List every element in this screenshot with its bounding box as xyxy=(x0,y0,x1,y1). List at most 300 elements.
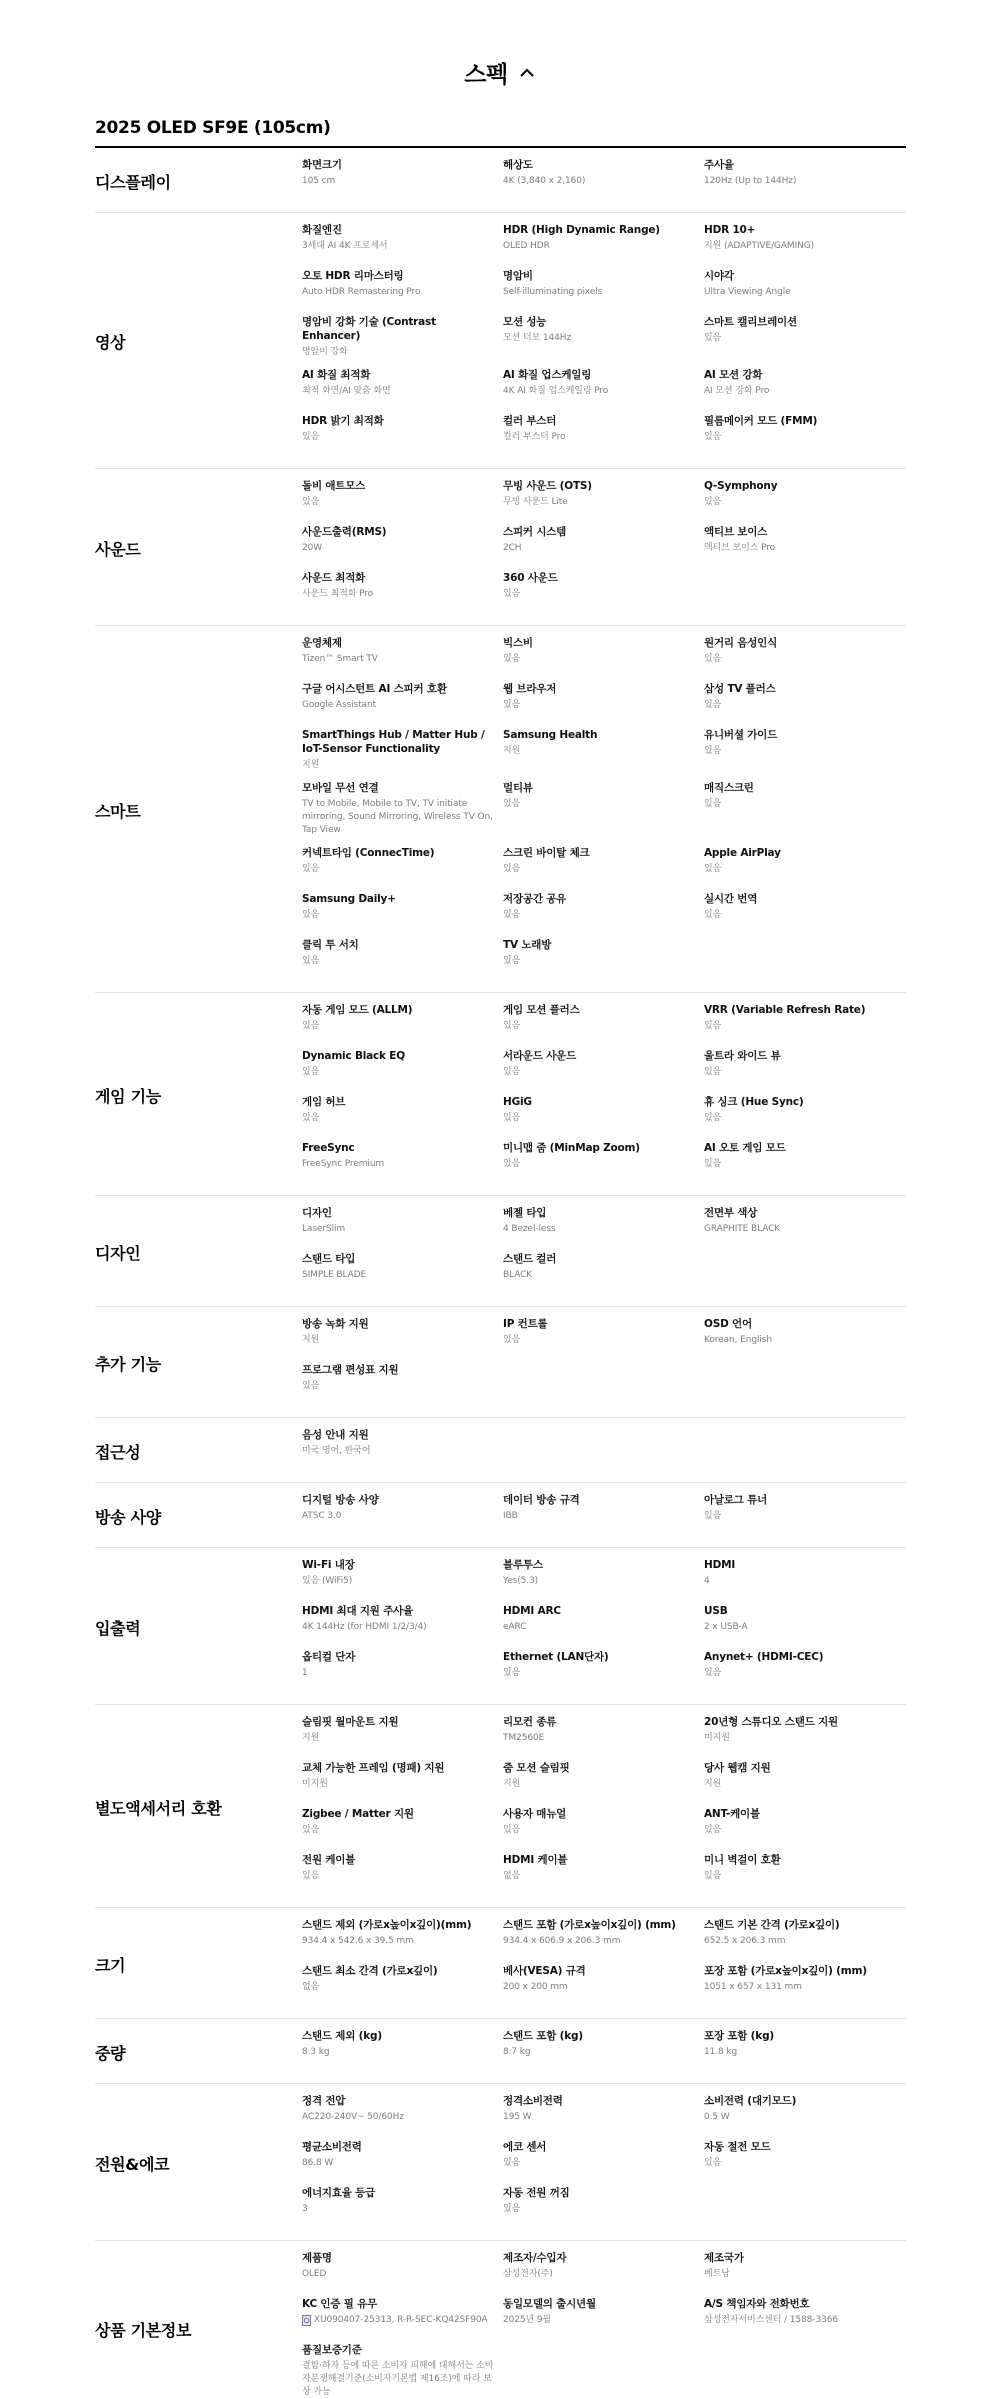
spec-grid xyxy=(302,223,906,460)
spec-value: 미지원 xyxy=(704,1733,730,1743)
spec-value: 있음 xyxy=(302,910,320,920)
spec-grid xyxy=(302,1918,906,2010)
spec-value: 미지원 xyxy=(302,1779,328,1789)
spec-label: Samsung Health xyxy=(503,729,598,741)
spec-section xyxy=(95,1548,906,1705)
spec-label: FreeSync xyxy=(302,1142,355,1154)
spec-label: 스탠드 제외 (가로x높이x깊이)(mm) xyxy=(302,1919,472,1931)
spec-section xyxy=(95,1483,906,1548)
spec-item xyxy=(503,892,704,938)
spec-label: 제조자/수입자 xyxy=(503,2252,567,2264)
spec-item xyxy=(704,781,906,846)
spec-header xyxy=(0,0,1000,118)
spec-item xyxy=(503,1650,704,1696)
section-name: 추가 기능 xyxy=(95,1354,161,1374)
spec-item xyxy=(704,479,906,525)
spec-item xyxy=(302,2094,503,2140)
spec-item xyxy=(503,1141,704,1187)
spec-label: 베젤 타입 xyxy=(503,1207,547,1219)
spec-value: 있음 xyxy=(704,2158,722,2168)
spec-item xyxy=(503,1206,704,1252)
spec-label: IP 컨트롤 xyxy=(503,1318,548,1330)
spec-label: Samsung Daily+ xyxy=(302,893,396,905)
spec-item xyxy=(302,1206,503,1252)
spec-value: 있음 xyxy=(704,432,722,442)
spec-value: Yes(5.3) xyxy=(503,1576,539,1586)
spec-item xyxy=(302,158,503,204)
spec-label: 실시간 번역 xyxy=(704,893,758,905)
spec-value: Tizen™ Smart TV xyxy=(302,654,378,664)
spec-item xyxy=(503,728,704,781)
spec-label: 클릭 투 서치 xyxy=(302,939,359,951)
spec-item xyxy=(704,315,906,368)
spec-value: 없음 xyxy=(302,1982,320,1992)
spec-grid xyxy=(302,1715,906,1899)
spec-item xyxy=(503,315,704,368)
spec-item xyxy=(704,1807,906,1853)
spec-label: 전원 케이블 xyxy=(302,1854,356,1866)
spec-item xyxy=(503,269,704,315)
spec-item xyxy=(704,1853,906,1899)
spec-label: TV 노래방 xyxy=(503,939,552,951)
spec-value: 4 Bezel-less xyxy=(503,1224,556,1234)
spec-value: OLED HDR xyxy=(503,241,550,251)
spec-item xyxy=(704,368,906,414)
spec-label: HDR (High Dynamic Range) xyxy=(503,224,660,236)
spec-label: 휴 싱크 (Hue Sync) xyxy=(704,1096,804,1108)
spec-value: 있음 xyxy=(503,1021,521,1031)
spec-label: 스탠드 기본 간격 (가로x깊이) xyxy=(704,1919,840,1931)
spec-value: 없음 xyxy=(503,1871,521,1881)
spec-value: 있음 xyxy=(302,1381,320,1391)
spec-value: 결함·하자 등에 따른 소비자 피해에 대해서는 소비자분쟁해결기준(소비자기본법 제16조)에 따라 보상 가능 xyxy=(302,2361,494,2397)
spec-item xyxy=(704,892,906,938)
spec-item xyxy=(704,636,906,682)
spec-item xyxy=(302,1049,503,1095)
section-name: 사운드 xyxy=(95,539,141,559)
spec-item xyxy=(704,2251,906,2297)
spec-item xyxy=(704,223,906,269)
spec-value: Auto HDR Remastering Pro xyxy=(302,287,421,297)
spec-value: 지원 xyxy=(503,746,521,756)
spec-value: 8.7 kg xyxy=(503,2047,531,2057)
spec-value: 있음 xyxy=(704,333,722,343)
spec-item xyxy=(503,1095,704,1141)
spec-value: 105 cm xyxy=(302,176,336,186)
spec-label: AI 화질 업스케일링 xyxy=(503,369,592,381)
spec-label: 해상도 xyxy=(503,159,533,171)
spec-label: Ethernet (LAN단자) xyxy=(503,1651,609,1663)
spec-value: 모션 터보 144Hz xyxy=(503,333,572,343)
spec-item xyxy=(503,1604,704,1650)
spec-label: 360 사운드 xyxy=(503,572,558,584)
spec-value: 사운드 최적화 Pro xyxy=(302,589,374,599)
spec-grid xyxy=(302,1558,906,1696)
spec-label: HDR 밝기 최적화 xyxy=(302,415,384,427)
spec-value: Self-illuminating pixels xyxy=(503,287,603,297)
spec-value: 있음 xyxy=(704,654,722,664)
spec-grid xyxy=(302,1493,906,1539)
spec-label: 옵티컬 단자 xyxy=(302,1651,356,1663)
spec-item xyxy=(704,1650,906,1696)
spec-value: 934.4 x 542.6 x 39.5 mm xyxy=(302,1936,414,1946)
spec-label: 미니맵 줌 (MinMap Zoom) xyxy=(503,1142,640,1154)
spec-value: 있음 xyxy=(302,864,320,874)
spec-item xyxy=(704,525,906,571)
spec-item xyxy=(302,1807,503,1853)
spec-grid xyxy=(302,1317,906,1409)
spec-item xyxy=(302,2251,503,2297)
spec-label: 액티브 보이스 xyxy=(704,526,768,538)
spec-item xyxy=(302,728,503,781)
spec-label: 리모컨 종류 xyxy=(503,1716,557,1728)
spec-label: 스탠드 최소 간격 (가로x깊이) xyxy=(302,1965,438,1977)
spec-label: Q-Symphony xyxy=(704,480,778,492)
kc-cert-icon xyxy=(302,2315,311,2326)
spec-value-row xyxy=(302,2314,495,2327)
spec-value: 무빙 사운드 Lite xyxy=(503,497,568,507)
spec-item xyxy=(302,479,503,525)
spec-label: 빅스비 xyxy=(503,637,533,649)
spec-label: 줌 모션 슬림핏 xyxy=(503,1762,570,1774)
spec-item xyxy=(302,1853,503,1899)
spec-item xyxy=(503,1317,704,1363)
spec-value: 4 xyxy=(704,1576,710,1586)
spec-label: 당사 웹캠 지원 xyxy=(704,1762,771,1774)
spec-label: USB xyxy=(704,1605,728,1617)
spec-item xyxy=(704,2140,906,2186)
spec-value: 4K 144Hz (for HDMI 1/2/3/4) xyxy=(302,1622,427,1632)
spec-label: 화면크기 xyxy=(302,159,342,171)
spec-label: HDR 10+ xyxy=(704,224,756,236)
spec-label: 소비전력 (대기모드) xyxy=(704,2095,797,2107)
chevron-up-icon xyxy=(518,67,536,79)
spec-label: 스탠드 포함 (kg) xyxy=(503,2030,583,2042)
spec-item xyxy=(704,158,906,204)
spec-item xyxy=(704,269,906,315)
spec-value: TV to Mobile, Mobile to TV, TV initiate mirroring, Sound Mirroring, Wireless TV On, Tap View xyxy=(302,799,493,835)
spec-item xyxy=(302,315,503,368)
spec-item xyxy=(302,1715,503,1761)
spec-grid xyxy=(302,2251,906,2399)
spec-value: 934.4 x 606.9 x 206.3 mm xyxy=(503,1936,621,1946)
spec-label: 멀티뷰 xyxy=(503,782,533,794)
spec-label: 스탠드 컬러 xyxy=(503,1253,557,1265)
spec-value: 있음 xyxy=(503,700,521,710)
section-name: 상품 기본정보 xyxy=(95,2321,192,2340)
spec-item xyxy=(302,2343,503,2399)
spec-item xyxy=(503,1761,704,1807)
spec-value: BLACK xyxy=(503,1270,533,1280)
spec-value: 있음 xyxy=(704,497,722,507)
spec-value: 미국 영어, 한국어 xyxy=(302,1446,371,1456)
spec-item xyxy=(302,2029,503,2075)
spec-grid xyxy=(302,2029,906,2075)
spec-value: Ultra Viewing Angle xyxy=(704,287,791,297)
spec-item xyxy=(503,1853,704,1899)
spec-item xyxy=(503,636,704,682)
spec-label: ANT-케이블 xyxy=(704,1808,760,1820)
spec-item xyxy=(503,2094,704,2140)
spec-label: 에너지효율 등급 xyxy=(302,2187,376,2199)
spec-value: 있음 xyxy=(704,746,722,756)
spec-label: Dynamic Black EQ xyxy=(302,1050,405,1062)
spec-label: Anynet+ (HDMI-CEC) xyxy=(704,1651,824,1663)
spec-item xyxy=(503,2297,704,2343)
spec-label: 저장공간 공유 xyxy=(503,893,567,905)
spec-item xyxy=(704,1604,906,1650)
spec-section xyxy=(95,993,906,1196)
spec-toggle-button[interactable] xyxy=(464,56,535,89)
spec-value: 있음 xyxy=(704,1067,722,1077)
spec-value: 4K AI 화질 업스케일링 Pro xyxy=(503,386,609,396)
spec-label: 커넥트타임 (ConnecTime) xyxy=(302,847,435,859)
spec-value: 있음 xyxy=(503,589,521,599)
spec-value: 있음 (WiFi5) xyxy=(302,1576,353,1586)
spec-item xyxy=(302,1095,503,1141)
spec-section xyxy=(95,626,906,993)
spec-label: 정격 전압 xyxy=(302,2095,346,2107)
section-name: 접근성 xyxy=(95,1442,141,1462)
spec-label: HGiG xyxy=(503,1096,532,1108)
spec-label: 스탠드 제외 (kg) xyxy=(302,2030,382,2042)
spec-label: 유니버셜 가이드 xyxy=(704,729,778,741)
spec-item xyxy=(503,938,704,984)
spec-value: AC220-240V~ 50/60Hz xyxy=(302,2112,404,2122)
spec-value: 2025년 9월 xyxy=(503,2315,552,2325)
spec-label: 20년형 스튜디오 스탠드 지원 xyxy=(704,1716,838,1728)
spec-label: 명암비 xyxy=(503,270,533,282)
spec-item xyxy=(302,682,503,728)
spec-label: 명암비 강화 기술 (Contrast Enhancer) xyxy=(302,316,436,342)
spec-value: 20W xyxy=(302,543,323,553)
spec-value: 있음 xyxy=(704,1668,722,1678)
spec-item xyxy=(302,1363,503,1409)
spec-item xyxy=(302,2297,503,2343)
spec-label: 삼성 TV 플러스 xyxy=(704,683,776,695)
spec-label: 제조국가 xyxy=(704,2252,744,2264)
spec-section xyxy=(95,469,906,626)
spec-value: 0.5 W xyxy=(704,2112,730,2122)
spec-item xyxy=(503,1964,704,2010)
spec-item xyxy=(704,1095,906,1141)
spec-label: 운영체제 xyxy=(302,637,342,649)
spec-value: LaserSlim xyxy=(302,1224,346,1234)
spec-value: TM2560E xyxy=(503,1733,545,1743)
spec-section xyxy=(95,1196,906,1307)
spec-value: 있음 xyxy=(302,497,320,507)
spec-item xyxy=(302,1918,503,1964)
spec-item xyxy=(503,223,704,269)
spec-item xyxy=(302,1141,503,1187)
spec-value: 베트남 xyxy=(704,2269,730,2279)
spec-label: 사용자 매뉴얼 xyxy=(503,1808,567,1820)
spec-item xyxy=(704,2029,906,2075)
section-name: 방송 사양 xyxy=(95,1507,161,1527)
spec-value: 1051 x 657 x 131 mm xyxy=(704,1982,802,1992)
spec-value: 있음 xyxy=(302,1871,320,1881)
spec-item xyxy=(704,682,906,728)
spec-item xyxy=(704,1558,906,1604)
spec-item xyxy=(704,1141,906,1187)
spec-label: AI 오토 게임 모드 xyxy=(704,1142,786,1154)
spec-label: Zigbee / Matter 지원 xyxy=(302,1808,414,1820)
spec-item xyxy=(302,2186,503,2232)
spec-item xyxy=(302,1252,503,1298)
spec-value: 지원 (ADAPTIVE/GAMING) xyxy=(704,241,815,251)
spec-value: 지원 xyxy=(503,1779,521,1789)
spec-label: 스크린 바이탈 체크 xyxy=(503,847,590,859)
spec-item xyxy=(503,1558,704,1604)
spec-label: 자동 절전 모드 xyxy=(704,2141,771,2153)
spec-item xyxy=(302,892,503,938)
spec-label: 자동 게임 모드 (ALLM) xyxy=(302,1004,413,1016)
spec-item xyxy=(704,728,906,781)
spec-label: 데이터 방송 규격 xyxy=(503,1494,580,1506)
spec-value: 삼성전자서비스센터 / 1588-3366 xyxy=(704,2315,838,2325)
spec-section xyxy=(95,213,906,469)
spec-item xyxy=(503,1918,704,1964)
spec-label: 베사(VESA) 규격 xyxy=(503,1965,586,1977)
section-name: 게임 기능 xyxy=(95,1086,161,1106)
spec-label: 평균소비전력 xyxy=(302,2141,362,2153)
spec-label: A/S 책임자와 전화번호 xyxy=(704,2298,810,2310)
spec-label: 웹 브라우저 xyxy=(503,683,557,695)
spec-label: HDMI xyxy=(704,1559,736,1571)
spec-value: 있음 xyxy=(302,1113,320,1123)
spec-item xyxy=(302,2140,503,2186)
spec-value: 있음 xyxy=(704,864,722,874)
spec-value: IBB xyxy=(503,1511,518,1521)
spec-value: 최적 화면/AI 맞춤 화면 xyxy=(302,386,391,396)
spec-label: 정격소비전력 xyxy=(503,2095,563,2107)
spec-label: 제품명 xyxy=(302,2252,332,2264)
spec-value: 있음 xyxy=(503,910,521,920)
spec-item xyxy=(302,1650,503,1696)
spec-label: Wi-Fi 내장 xyxy=(302,1559,355,1571)
spec-value: 있음 xyxy=(704,1511,722,1521)
spec-value: 있음 xyxy=(503,2204,521,2214)
spec-label: 컬러 부스터 xyxy=(503,415,557,427)
spec-label: 구글 어시스턴트 AI 스피커 호환 xyxy=(302,683,447,695)
spec-section xyxy=(95,1705,906,1908)
spec-item xyxy=(302,781,503,846)
spec-item xyxy=(503,2251,704,2297)
section-name: 별도액세서리 호환 xyxy=(95,1798,222,1818)
spec-label: 서라운드 사운드 xyxy=(503,1050,577,1062)
spec-value: 지원 xyxy=(302,1335,320,1345)
spec-label: 스탠드 포함 (가로x높이x깊이) (mm) xyxy=(503,1919,676,1931)
spec-item xyxy=(302,1428,503,1474)
spec-label: 포장 포함 (kg) xyxy=(704,2030,774,2042)
spec-value: 4K (3,840 x 2,160) xyxy=(503,176,586,186)
spec-title: 스펙 xyxy=(464,62,508,88)
spec-value: 있음 xyxy=(704,910,722,920)
section-name: 스마트 xyxy=(95,801,141,821)
spec-label: 아날로그 튜너 xyxy=(704,1494,768,1506)
spec-item xyxy=(302,1003,503,1049)
spec-grid xyxy=(302,158,906,204)
spec-item xyxy=(503,414,704,460)
spec-value: Google Assistant xyxy=(302,700,376,710)
spec-label: 슬림핏 월마운트 지원 xyxy=(302,1716,399,1728)
spec-item xyxy=(302,1964,503,2010)
spec-value: 있음 xyxy=(704,799,722,809)
spec-grid xyxy=(302,636,906,984)
spec-label: 필름메이커 모드 (FMM) xyxy=(704,415,818,427)
spec-value: 삼성전자(주) xyxy=(503,2269,553,2279)
spec-label: 디지털 방송 사양 xyxy=(302,1494,379,1506)
spec-item xyxy=(503,525,704,571)
spec-label: VRR (Variable Refresh Rate) xyxy=(704,1004,866,1016)
spec-label: 자동 전원 꺼짐 xyxy=(503,2187,570,2199)
spec-value: GRAPHITE BLACK xyxy=(704,1224,781,1234)
spec-label: 전면부 색상 xyxy=(704,1207,758,1219)
section-name: 전원&에코 xyxy=(95,2154,170,2174)
spec-item xyxy=(704,1761,906,1807)
spec-item xyxy=(302,846,503,892)
spec-label: 원거리 음성인식 xyxy=(704,637,778,649)
spec-item xyxy=(704,1317,906,1363)
spec-label: 포장 포함 (가로x높이x깊이) (mm) xyxy=(704,1965,867,1977)
spec-value: 있음 xyxy=(503,1825,521,1835)
spec-value: AI 모션 강화 Pro xyxy=(704,386,770,396)
spec-label: 품질보증기준 xyxy=(302,2344,362,2356)
spec-value: ATSC 3.0 xyxy=(302,1511,342,1521)
spec-item xyxy=(302,1493,503,1539)
spec-value: 있음 xyxy=(302,432,320,442)
spec-label: 오토 HDR 리마스터링 xyxy=(302,270,404,282)
spec-item xyxy=(302,414,503,460)
spec-label: 음성 안내 지원 xyxy=(302,1429,369,1441)
spec-label: AI 화질 최적화 xyxy=(302,369,371,381)
spec-value: 2 x USB-A xyxy=(704,1622,748,1632)
spec-value: 있음 xyxy=(302,1825,320,1835)
spec-item xyxy=(302,1761,503,1807)
spec-item xyxy=(302,636,503,682)
spec-label: 매직스크린 xyxy=(704,782,754,794)
spec-value: 있음 xyxy=(503,1067,521,1077)
spec-value: 지원 xyxy=(302,1733,320,1743)
spec-value: 있음 xyxy=(704,1113,722,1123)
spec-label: 스피커 시스템 xyxy=(503,526,567,538)
spec-label: 방송 녹화 지원 xyxy=(302,1318,369,1330)
spec-value: 86.8 W xyxy=(302,2158,334,2168)
spec-value: 액티브 보이스 Pro xyxy=(704,543,776,553)
section-name: 입출력 xyxy=(95,1618,141,1638)
spec-value: XU090407-25313, R-R-SEC-KQ42SF90A xyxy=(314,2315,488,2325)
spec-label: 스탠드 타입 xyxy=(302,1253,356,1265)
spec-item xyxy=(704,2297,906,2343)
spec-label: 모바일 무선 연결 xyxy=(302,782,379,794)
section-name: 디스플레이 xyxy=(95,172,171,192)
spec-label: 프로그램 편성표 지원 xyxy=(302,1364,399,1376)
section-name: 디자인 xyxy=(95,1243,141,1263)
spec-value: 120Hz (Up to 144Hz) xyxy=(704,176,797,186)
spec-value: 있음 xyxy=(302,1067,320,1077)
spec-value: 652.5 x 206.3 mm xyxy=(704,1936,786,1946)
spec-grid xyxy=(302,479,906,617)
spec-item xyxy=(704,2094,906,2140)
spec-item xyxy=(503,479,704,525)
spec-value: 11.8 kg xyxy=(704,2047,738,2057)
spec-item xyxy=(704,846,906,892)
spec-label: HDMI 최대 지원 주사율 xyxy=(302,1605,414,1617)
spec-label: HDMI 케이블 xyxy=(503,1854,568,1866)
spec-label: 미니 벽걸이 호환 xyxy=(704,1854,781,1866)
spec-item xyxy=(302,1604,503,1650)
spec-value: 2CH xyxy=(503,543,522,553)
